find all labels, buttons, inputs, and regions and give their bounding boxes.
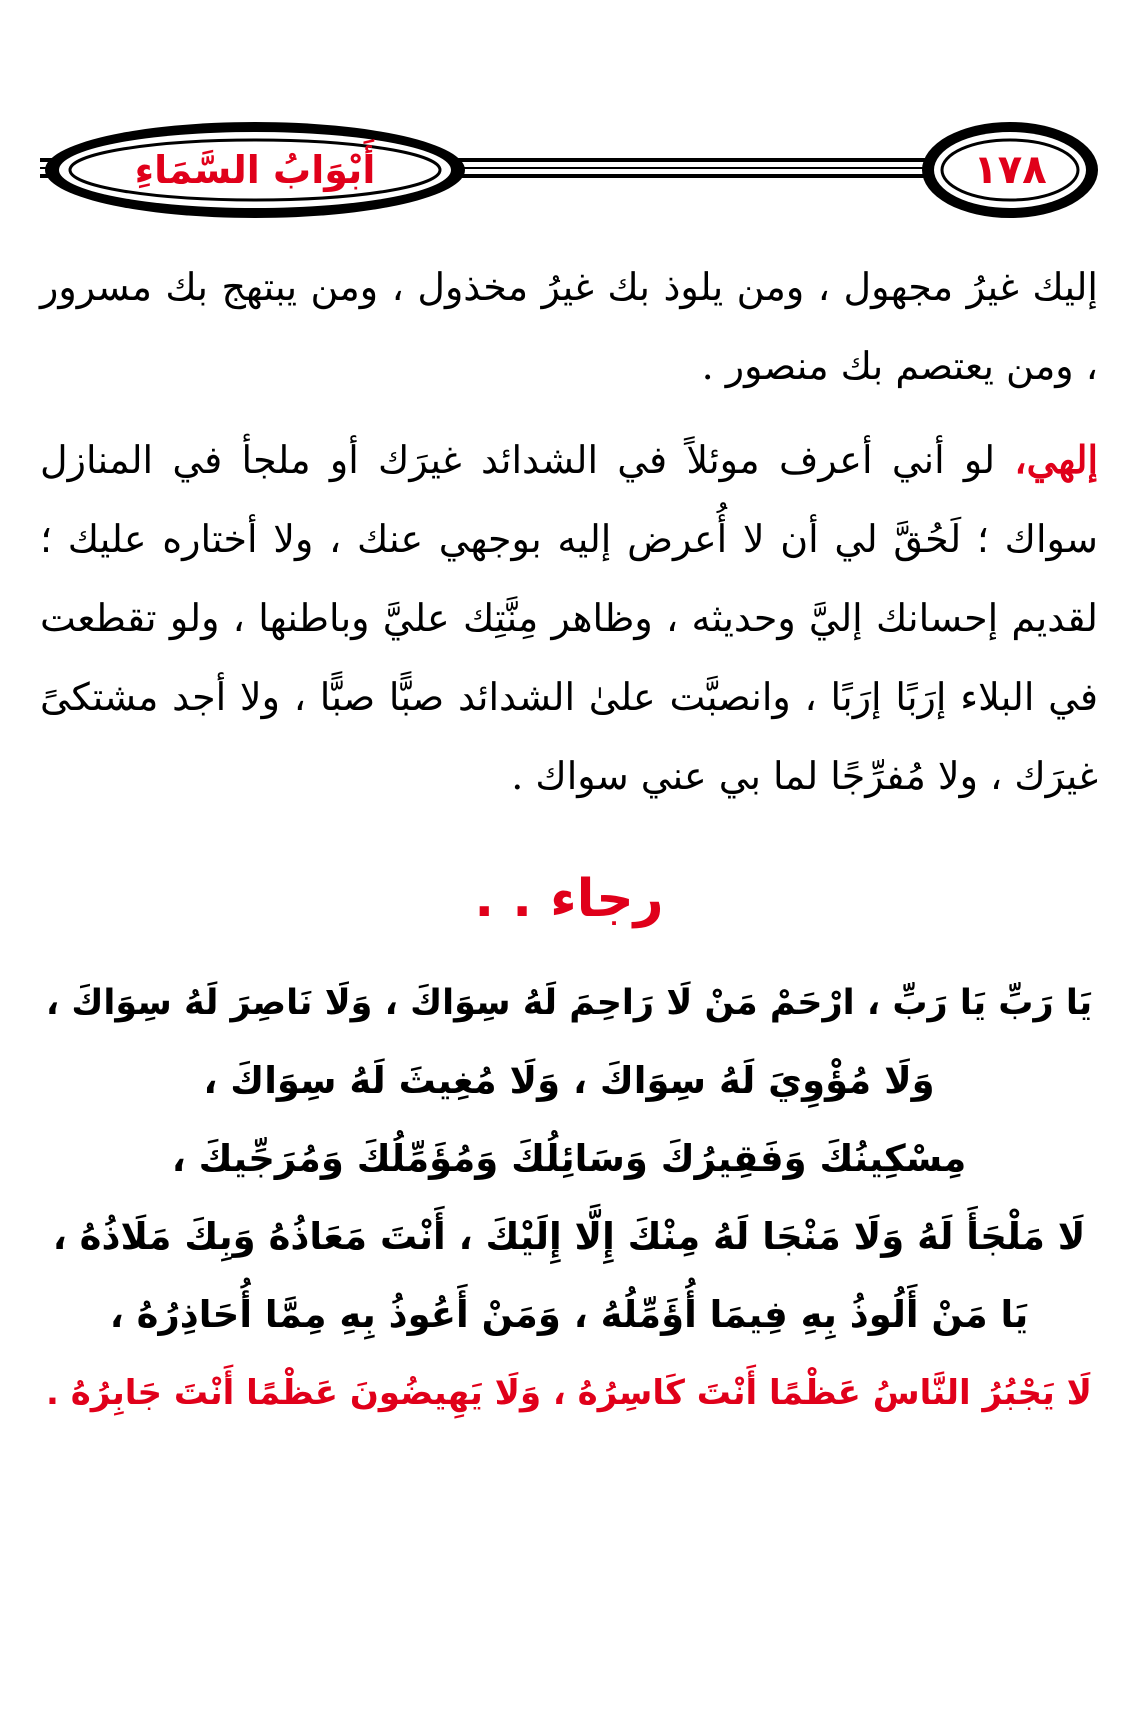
page-number: ١٧٨ <box>973 147 1047 193</box>
verse-line-4: لَا مَلْجَأَ لَهُ وَلَا مَنْجَا لَهُ مِنْكَ إِلَّا إِلَيْكَ ، أَنْتَ مَعَاذُهُ وَبِكَ مَلَاذُهُ ، <box>52 1215 1086 1258</box>
verse-line-5: يَا مَنْ أَلُوذُ بِهِ فِيمَا أُؤَمِّلُهُ ، وَمَنْ أَعُوذُ بِهِ مِمَّا أُحَاذِرُهُ ، <box>109 1293 1029 1336</box>
book-title: أَبْوَابُ السَّمَاءِ <box>134 148 376 192</box>
paragraph-2-lead: إلهي، <box>1014 437 1098 482</box>
paragraph-1: إليك غيرُ مجهول ، ومن يلوذ بك غيرُ مخذول ، ومن يبتهج بك مسرور ، ومن يعتصم بك منصور . <box>40 265 1098 388</box>
paragraph-2 <box>40 420 1098 816</box>
page-header <box>0 0 1132 220</box>
verse-line-2: وَلَا مُؤْوِيَ لَهُ سِوَاكَ ، وَلَا مُغِيثَ لَهُ سِوَاكَ ، <box>203 1059 935 1102</box>
verse-line-3: مِسْكِينُكَ وَفَقِيرُكَ وَسَائِلُكَ وَمُؤَمِّلُكَ وَمُرَجِّيكَ ، <box>171 1137 967 1180</box>
closing-verse: لَا يَجْبُرُ النَّاسُ عَظْمًا أَنْتَ كَاسِرُهُ ، وَلَا يَهِيضُونَ عَظْمًا أَنْتَ جَابِرُهُ . <box>46 1373 1092 1413</box>
section-title: رجاء . . <box>474 869 664 929</box>
verse-line-1: يَا رَبِّ يَا رَبِّ ، ارْحَمْ مَنْ لَا رَاحِمَ لَهُ سِوَاكَ ، وَلَا نَاصِرَ لَهُ سِوَاكَ ، <box>45 983 1093 1023</box>
paragraph-2-text: لو أني أعرف موئلاً في الشدائد غيرَك أو ملجأ في المنازل سواك ؛ لَحُقَّ لي أن لا أُعرض إليه بوجهي عنك ، ولا أختاره عليك ؛ لقديم إحسانك إليَّ وحديثه ، وظاهر مِنَّتِك عليَّ وباطنها ، ولو تقطعت في البلاء إرَبًا إرَبًا ، وانصبَّت علىٰ الشدائد صبًّا صبًّا ، ولا أجد مشتكىً غيرَك ، ولا مُفرِّجًا لما بي عني سواك . <box>40 438 1098 798</box>
page-content <box>40 248 1098 1432</box>
